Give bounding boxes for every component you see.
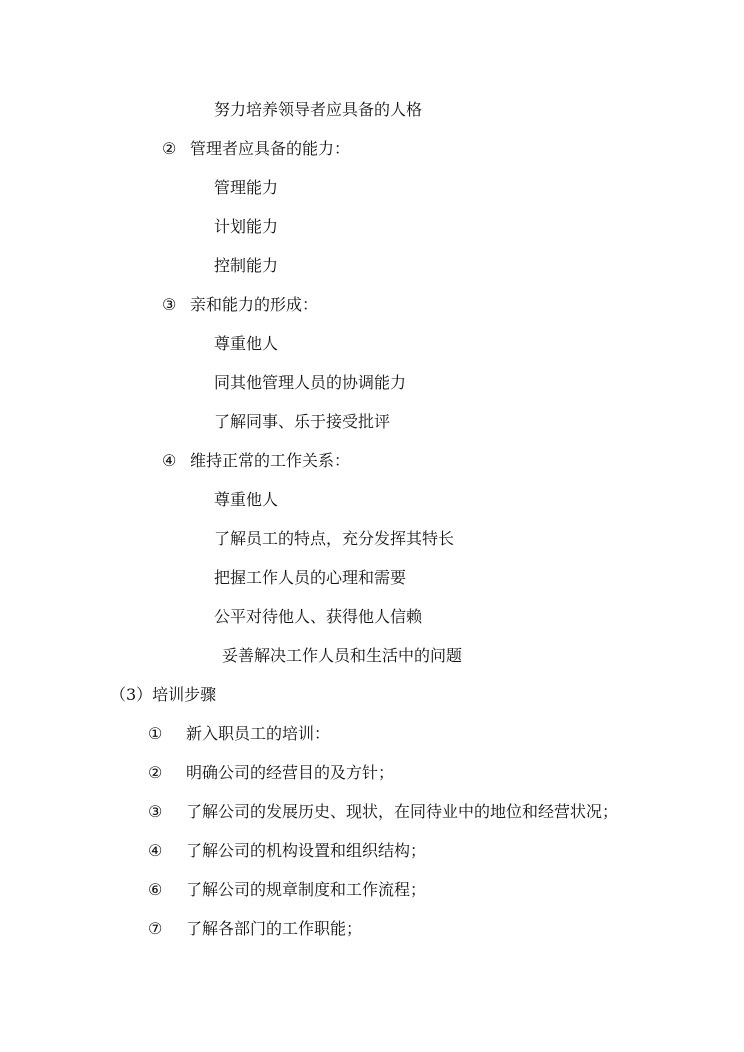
step-text: 新入职员工的培训： (186, 724, 331, 743)
sub-item: 把握工作人员的心理和需要 (214, 568, 407, 587)
sub-item: 控制能力 (214, 256, 279, 275)
item-text: 亲和能力的形成： (190, 295, 319, 314)
item-number: ④ (162, 451, 177, 470)
item-text: 维持正常的工作关系： (190, 451, 351, 470)
step-item (148, 880, 426, 900)
sub-item: 妥善解决工作人员和生活中的问题 (222, 646, 463, 665)
sub-item: 了解同事、乐于接受批评 (214, 412, 391, 431)
list-item-heading (162, 295, 318, 315)
item-number: ③ (162, 295, 177, 314)
step-item (148, 802, 618, 822)
step-text: 明确公司的经营目的及方针； (186, 763, 395, 782)
section-heading: （3）培训步骤 (110, 685, 217, 704)
text-line: 努力培养领导者应具备的人格 (214, 100, 423, 119)
sub-item: 计划能力 (214, 217, 279, 236)
step-number: ① (148, 724, 163, 743)
item-number: ② (162, 139, 177, 158)
sub-item: 了解员工的特点，充分发挥其特长 (214, 529, 455, 548)
step-number: ④ (148, 841, 163, 860)
step-number: ③ (148, 802, 163, 821)
sub-item: 公平对待他人、获得他人信赖 (214, 607, 423, 626)
step-item (148, 724, 330, 744)
item-text: 管理者应具备的能力： (190, 139, 351, 158)
step-text: 了解公司的发展历史、现状，在同待业中的地位和经营状况； (186, 802, 619, 821)
step-number: ⑦ (148, 919, 163, 938)
step-text: 了解公司的机构设置和组织结构； (186, 841, 427, 860)
sub-item: 尊重他人 (214, 490, 279, 509)
step-text: 了解公司的规章制度和工作流程； (186, 880, 427, 899)
step-number: ⑥ (148, 880, 163, 899)
list-item-heading (162, 451, 350, 471)
step-item (148, 841, 426, 861)
list-item-heading (162, 139, 350, 159)
step-item (148, 763, 394, 783)
sub-item: 管理能力 (214, 178, 279, 197)
sub-item: 同其他管理人员的协调能力 (214, 373, 407, 392)
step-item (148, 919, 362, 939)
step-text: 了解各部门的工作职能； (186, 919, 363, 938)
step-number: ② (148, 763, 163, 782)
sub-item: 尊重他人 (214, 334, 279, 353)
